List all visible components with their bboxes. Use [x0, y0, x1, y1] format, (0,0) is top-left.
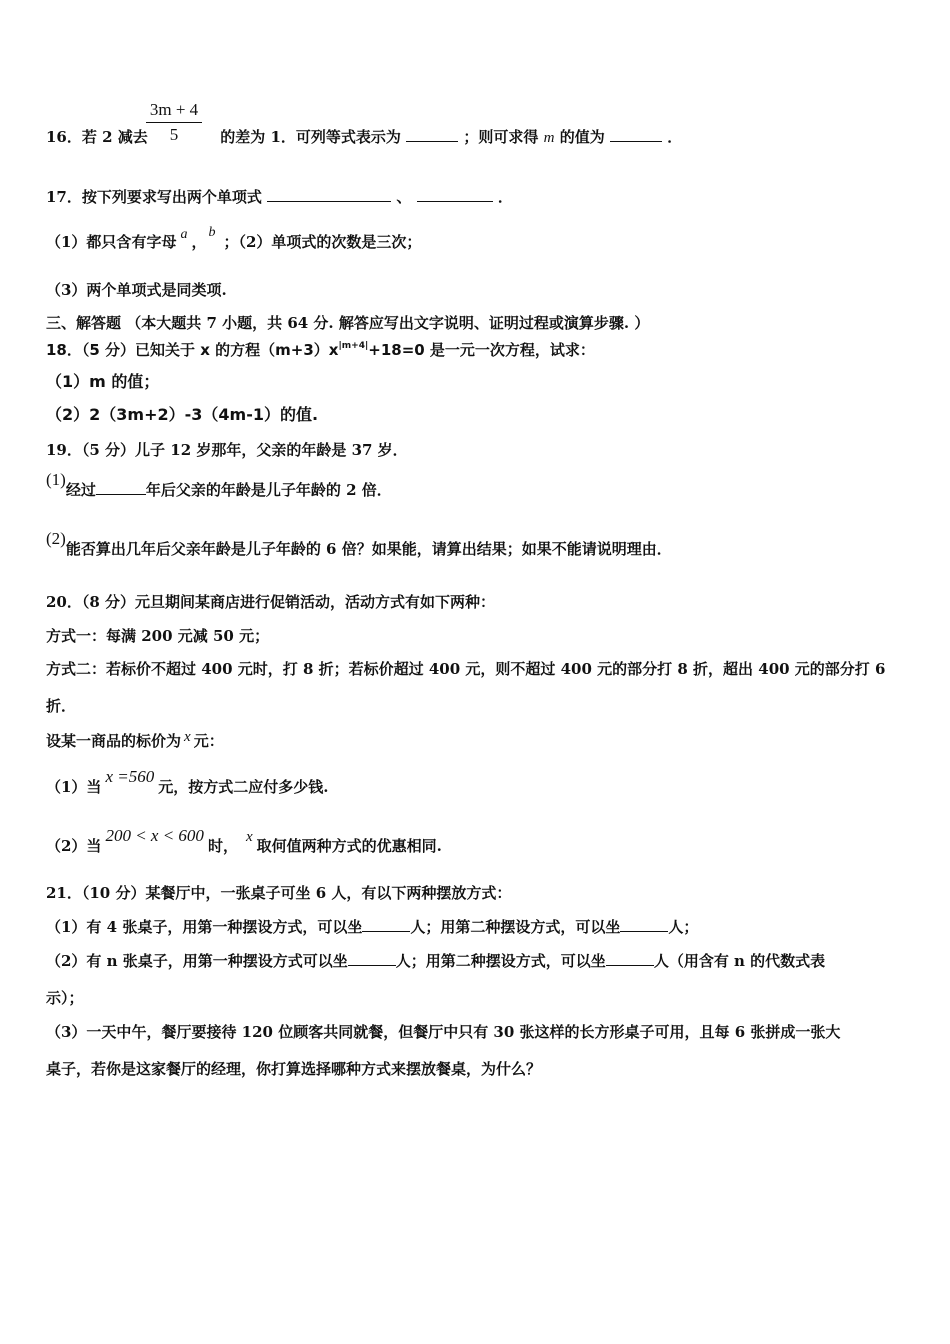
q17-stem: 17．按下列要求写出两个单项式 [46, 188, 262, 206]
q20-part2-b: 时， [207, 837, 238, 855]
q16-fraction-numerator: 3m + 4 [149, 100, 199, 119]
q21-part1-c: 人； [668, 918, 699, 936]
q21-part2-b: 人；用第二种摆设方式，可以坐 [395, 952, 606, 970]
q20-setup-b: 元： [193, 732, 224, 750]
q21-p2-blank-2[interactable] [606, 951, 654, 966]
q18-stem-b: 的方程（m+3）x [209, 341, 339, 359]
q20-part2-x: x [245, 829, 253, 845]
q20-part1-a: （1）当 [46, 778, 102, 796]
q16-prefix: 16．若 2 减去 [46, 128, 148, 146]
q19-answer-blank[interactable] [96, 480, 146, 495]
q18-stem-c: +18=0 是一元一次方程，试求： [368, 341, 595, 359]
q20-part1-math: x =560 [105, 767, 155, 786]
q21-part3: （3）一天中午，餐厅要接待 120 位顾客共同就餐，但餐厅中只有 30 张这样的长方形桌子可用，且每 6 张拼成一张大 [46, 1023, 841, 1041]
q17-answer-blank-1[interactable] [267, 187, 391, 202]
q19-part2-text: 能否算出几年后父亲年龄是儿子年龄的 6 倍？如果能，请算出结果；如果不能请说明理由． [65, 540, 672, 558]
q19-part1-label: (1) [46, 470, 66, 489]
q19-part1-b: 年后父亲的年龄是儿子年龄的 2 倍． [145, 481, 392, 499]
q19-part1 [46, 470, 392, 499]
q17-var-b: b [208, 225, 216, 240]
q16-line [46, 127, 682, 148]
q21-stem: 21．（10 分）某餐厅中，一张桌子可坐 6 人，有以下两种摆放方式： [46, 884, 512, 902]
q16-fraction-denominator: 5 [169, 125, 179, 144]
q19-part2 [46, 529, 672, 558]
q18-part2: （2）2（3m+2）-3（4m-1）的值. [46, 405, 319, 424]
q16-middle2: ；则可求得 [463, 128, 539, 146]
q20-part2-math: 200 < x < 600 [105, 826, 204, 845]
q21-part1 [46, 917, 698, 937]
q16-middle: 的差为 1．可列等式表示为 [220, 128, 401, 146]
q17-end: ． [497, 188, 513, 206]
q19-stem: 19．（5 分）儿子 12 岁那年，父亲的年龄是 37 岁． [46, 441, 408, 459]
q20-stem: 20．（8 分）元旦期间某商店进行促销活动，活动方式有如下两种： [46, 593, 496, 611]
q18-stem-a: 18．（5 分）已知关于 [46, 341, 201, 359]
q20-part1-b: 元，按方式二应付多少钱. [158, 778, 329, 796]
q19-part1-a: 经过 [65, 481, 96, 499]
q20-way1: 方式一：每满 200 元减 50 元； [46, 627, 270, 645]
q17-line [46, 187, 513, 207]
q20-setup-a: 设某一商品的标价为 [46, 732, 182, 750]
q21-p2-blank-1[interactable] [348, 951, 396, 966]
q17-comma: ， [191, 233, 207, 251]
q16-answer-blank-1[interactable] [406, 127, 458, 142]
q20-part2-c: 取何值两种方式的优惠相同. [256, 837, 442, 855]
q20-setup [46, 731, 224, 752]
q17-answer-blank-2[interactable] [417, 187, 493, 202]
q16-answer-blank-2[interactable] [610, 127, 662, 142]
q17-cond1-suffix: ；（2）单项式的次数是三次； [223, 233, 422, 251]
q21-part2 [46, 951, 825, 971]
q16-var-m: m [543, 130, 555, 146]
q17-cond1 [46, 225, 422, 254]
q21-part2-a: （2）有 n 张桌子，用第一种摆设方式可以坐 [46, 952, 348, 970]
q16-suffix: 的值为 [559, 128, 605, 146]
q18-exponent: |m+4| [338, 341, 369, 351]
q21-part2-c: 人（用含有 n 的代数式表 [653, 952, 826, 970]
q20-part1 [46, 767, 329, 797]
q21-part1-b: 人；用第二种摆设方式，可以坐 [410, 918, 621, 936]
q21-p1-blank-2[interactable] [620, 917, 668, 932]
q18-stem [46, 340, 595, 363]
q17-cond3: （3）两个单项式是同类项. [46, 281, 227, 299]
q21-part2-cont: 示）； [46, 989, 84, 1007]
q17-var-a: a [180, 227, 188, 242]
q17-sep: 、 [396, 188, 412, 206]
q19-part2-label: (2) [46, 529, 66, 548]
q20-part2-a: （2）当 [46, 837, 102, 855]
q16-end: ． [667, 128, 683, 146]
q20-way2-cont: 折． [46, 697, 77, 715]
q18-part1: （1）m 的值； [46, 372, 160, 391]
q17-cond1-prefix: （1）都只含有字母 [46, 233, 177, 251]
section-3-heading: 三、解答题 （本大题共 7 小题，共 64 分. 解答应写出文字说明、证明过程或演算步骤. ） [46, 314, 650, 332]
q21-part1-a: （1）有 4 张桌子，用第一种摆设方式，可以坐 [46, 918, 363, 936]
q20-way2: 方式二：若标价不超过 400 元时，打 8 折；若标价超过 400 元，则不超过 400 元的部分打 8 折，超出 400 元的部分打 6 [46, 660, 886, 678]
q21-part3-cont: 桌子，若你是这家餐厅的经理，你打算选择哪种方式来摆放餐桌，为什么？ [46, 1060, 542, 1078]
q20-part2 [46, 826, 442, 857]
q18-x: x [200, 341, 210, 359]
q20-setup-x: x [184, 729, 191, 745]
fraction-bar [146, 122, 202, 123]
q21-p1-blank-1[interactable] [362, 917, 410, 932]
